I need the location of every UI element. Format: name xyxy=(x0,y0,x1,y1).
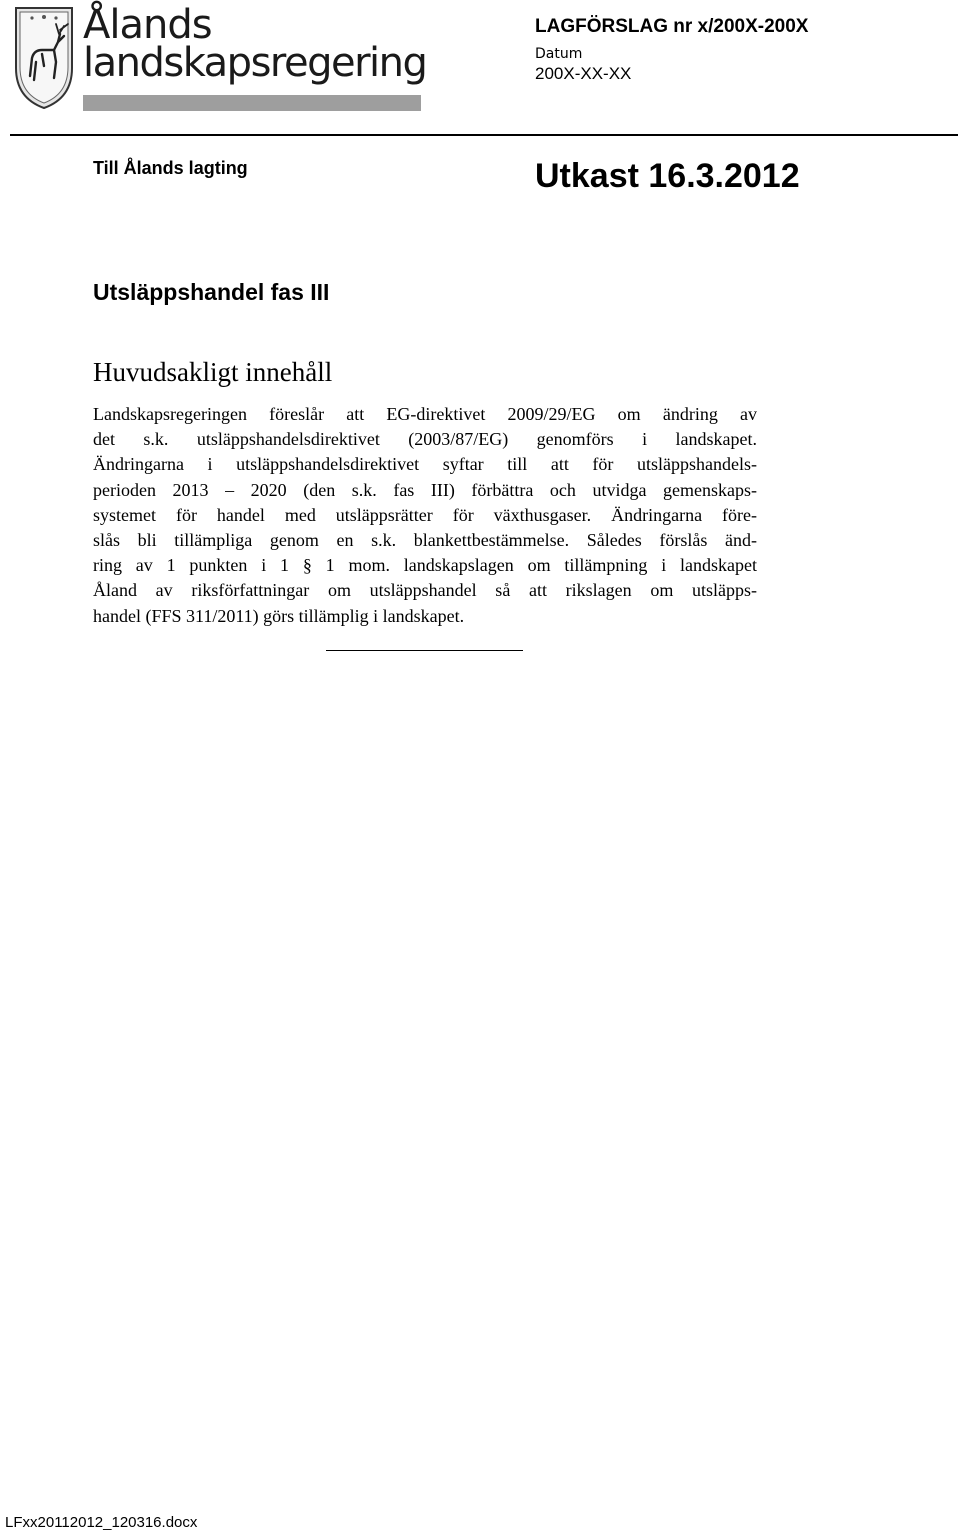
summary-paragraph xyxy=(93,402,757,629)
paragraph-line: Landskapsregeringen föreslår att EG-direktivet 2009/29/EG om ändring av xyxy=(93,404,757,424)
logo xyxy=(5,2,427,109)
logo-bar xyxy=(83,95,421,111)
paragraph-line: perioden 2013 – 2020 (den s.k. fas III) förbättra och utvidga gemenskaps- xyxy=(93,479,757,500)
paragraph-line: slås bli tillämpliga genom en s.k. blankettbestämmelse. Således förslås änd- xyxy=(93,530,757,551)
paragraph-line: det s.k. utsläppshandelsdirektivet (2003/87/EG) genomförs i landskapet. xyxy=(93,429,757,450)
paragraph-line: ring av 1 punkten i 1 § 1 mom. landskapslagen om tillämpning i landskapet xyxy=(93,555,757,576)
logo-text-line1: Ålands xyxy=(83,2,212,48)
header-divider xyxy=(10,134,958,136)
section-end-rule xyxy=(326,650,523,651)
document-title: Utsläppshandel fas III xyxy=(93,279,330,305)
footer-filename: LFxx20112012_120316.docx xyxy=(5,1514,198,1531)
bill-number-title: LAGFÖRSLAG nr x/200X-200X xyxy=(535,16,809,37)
coat-of-arms-icon xyxy=(10,6,78,110)
section-heading: Huvudsakligt innehåll xyxy=(93,357,333,387)
logo-text-line2: landskapsregering xyxy=(83,40,427,86)
date-value: 200X-XX-XX xyxy=(535,64,632,83)
paragraph-line: systemet för handel med utsläppsrätter för växthusgaser. Ändringarna före- xyxy=(93,504,757,525)
paragraph-line: handel (FFS 311/2011) görs tillämplig i landskapet. xyxy=(93,605,465,626)
date-label: Datum xyxy=(535,46,583,62)
recipient: Till Ålands lagting xyxy=(93,158,248,178)
draft-stamp: Utkast 16.3.2012 xyxy=(535,157,800,195)
paragraph-line: Ändringarna i utsläppshandelsdirektivet syftar till att för utsläppshandels- xyxy=(93,454,757,475)
paragraph-line: Åland av riksförfattningar om utsläppshandel så att rikslagen om utsläpps- xyxy=(93,580,757,601)
